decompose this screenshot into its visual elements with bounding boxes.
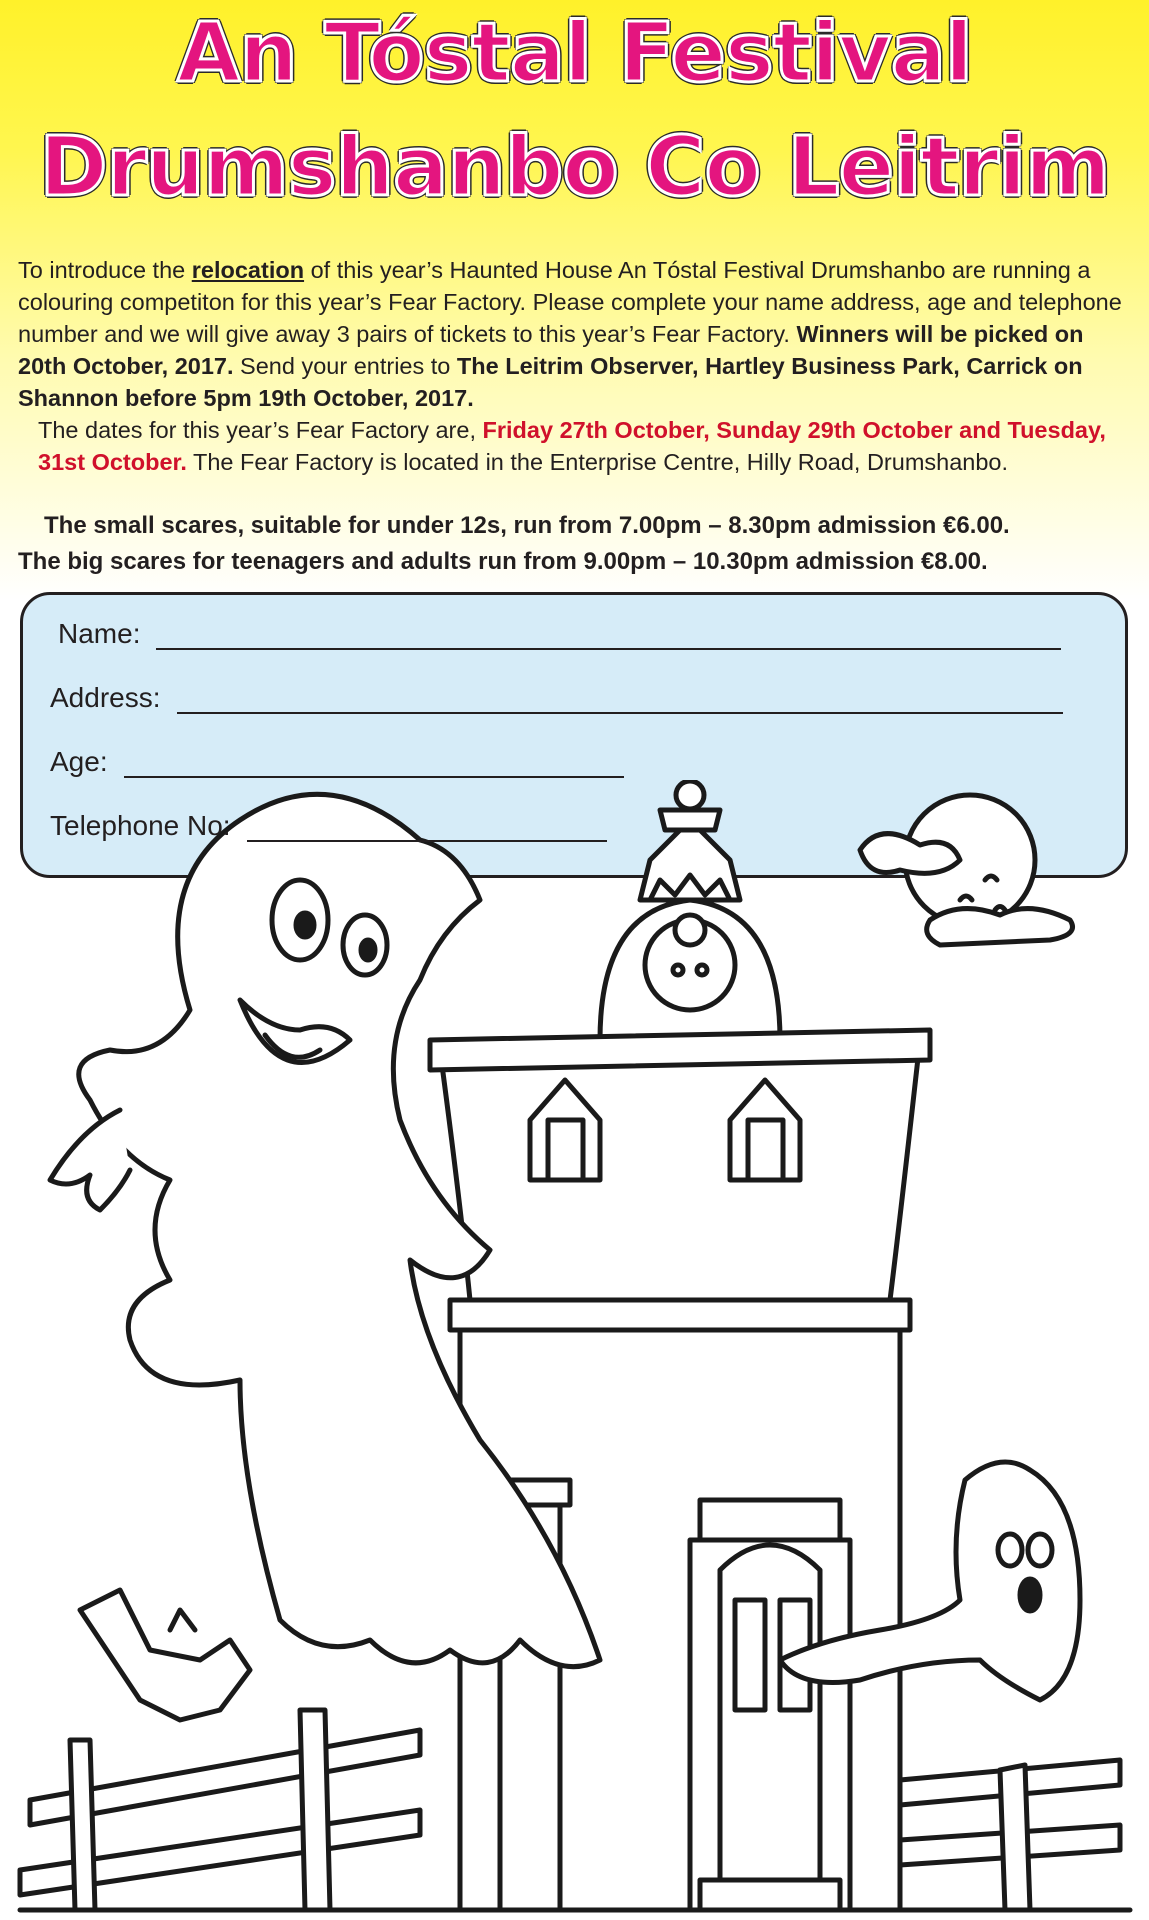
address-label: Address: (50, 682, 161, 713)
haunted-house-illustration (0, 780, 1149, 1920)
small-scares-info: The small scares, suitable for under 12s, run from 7.00pm – 8.30pm admission €6.00. (44, 512, 1010, 539)
telephone-input-line[interactable] (247, 816, 607, 842)
age-label: Age: (50, 746, 108, 777)
address-input-line[interactable] (177, 688, 1063, 714)
page-title-line-1: An Tóstal Festival (176, 6, 973, 101)
age-input-line[interactable] (124, 752, 624, 778)
name-input-line[interactable] (156, 624, 1061, 650)
address-field[interactable] (50, 682, 1063, 714)
haunted-house (430, 781, 930, 1910)
zombie-hand (80, 1590, 250, 1720)
intro-paragraph-2: The dates for this year’s Fear Factory are, Friday 27th October, Sunday 29th October and Tuesday, 31st October. The Fear Factory is located in the Enterprise Centre, Hilly Road, Drumshanbo. (38, 417, 1106, 475)
intro-text (18, 254, 1133, 478)
fence-left (20, 1710, 420, 1910)
event-dates: Friday 27th October, Sunday 29th October and Tuesday, 31st October. (38, 417, 1106, 475)
page-title-line-2: Drumshanbo Co Leitrim (39, 120, 1110, 215)
name-label: Name: (58, 618, 141, 649)
big-scares-info: The big scares for teenagers and adults run from 9.00pm – 10.30pm admission €8.00. (18, 548, 988, 575)
fence-right (900, 1760, 1120, 1910)
intro-paragraph-1: To introduce the relocation of this year’s Haunted House An Tóstal Festival Drumshanbo are running a colouring competiton for this year’s Fear Factory. Please complete your name address, age and telephone number and we will give away 3 pairs of tickets to this year’s Fear Factory. Winners will be picked on 20th October, 2017. Send your entries to The Leitrim Observer, Hartley Business Park, Carrick on Shannon before 5pm 19th October, 2017. (18, 257, 1122, 411)
telephone-label: Telephone No: (50, 810, 231, 841)
moon (860, 795, 1073, 945)
age-field[interactable] (50, 746, 624, 778)
name-field[interactable] (58, 618, 1061, 650)
relocation-word: relocation (191, 257, 305, 283)
entry-address: The Leitrim Observer, Hartley Business Park, Carrick on Shannon before 5pm 19th October, 2017. (18, 353, 1083, 411)
winners-date: Winners will be picked on 20th October, 2017. (18, 321, 1084, 379)
telephone-field[interactable] (50, 810, 607, 842)
